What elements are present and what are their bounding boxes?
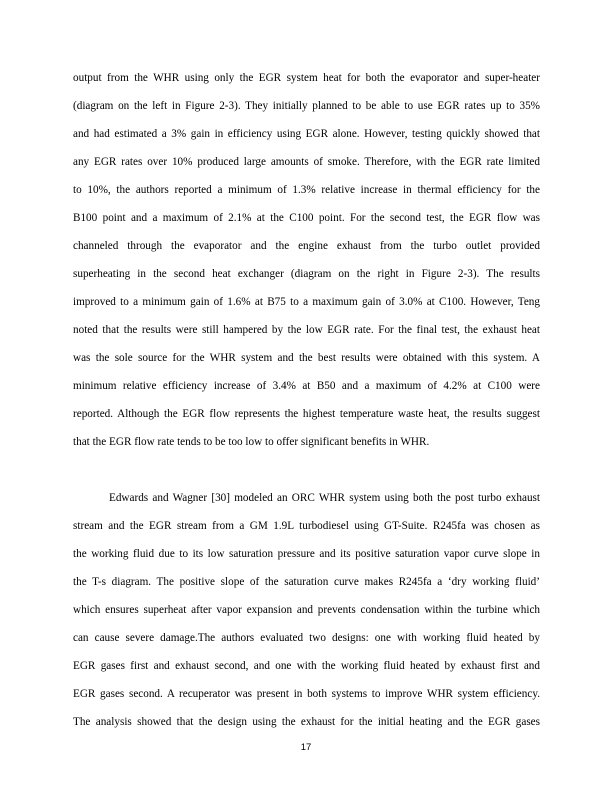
body-text-line: any EGR rates over 10% produced large amounts of smoke. Therefore, with the EGR rate limited [73,156,540,168]
body-text-line: can cause severe damage.The authors evaluated two designs: one with working fluid heated by [73,632,540,644]
body-text-line: reported. Although the EGR flow represents the highest temperature waste heat, the results suggest [73,408,540,420]
body-text-line: B100 point and a maximum of 2.1% at the C100 point. For the second test, the EGR flow was [73,212,540,224]
body-text-line: channeled through the evaporator and the engine exhaust from the turbo outlet provided [73,240,540,252]
body-text-line: EGR gases second. A recuperator was present in both systems to improve WHR system efficiency. [73,688,540,700]
body-text-line: noted that the results were still hampered by the low EGR rate. For the final test, the exhaust heat [73,324,540,336]
body-text-line: minimum relative efficiency increase of 3.4% at B50 and a maximum of 4.2% at C100 were [73,380,540,392]
page-number: 17 [300,742,312,753]
body-text-line: The analysis showed that the design using the exhaust for the initial heating and the EGR gases [73,716,540,728]
body-text-line: and had estimated a 3% gain in efficiency using EGR alone. However, testing quickly showed that [73,128,540,140]
body-text-line: (diagram on the left in Figure 2-3). They initially planned to be able to use EGR rates up to 35% [73,100,540,112]
body-text-line: improved to a minimum gain of 1.6% at B75 to a maximum gain of 3.0% at C100. However, Teng [73,296,540,308]
body-text-line: was the sole source for the WHR system and the best results were obtained with this system. A [73,352,540,364]
body-text-line: that the EGR flow rate tends to be too low to offer significant benefits in WHR. [73,436,430,448]
body-text-line: EGR gases first and exhaust second, and one with the working fluid heated by exhaust first and [73,660,540,672]
body-text-line: which ensures superheat after vapor expansion and prevents condensation within the turbine which [73,604,540,616]
body-text-line: output from the WHR using only the EGR system heat for both the evaporator and super-heater [73,72,540,84]
body-text-line: the working fluid due to its low saturation pressure and its positive saturation vapor curve slope in [73,548,540,560]
body-text-line: superheating in the second heat exchanger (diagram on the right in Figure 2-3). The results [73,268,540,280]
body-text-line: stream and the EGR stream from a GM 1.9L turbodiesel using GT-Suite. R245fa was chosen as [73,520,540,532]
body-text-line: the T-s diagram. The positive slope of the saturation curve makes R245fa a ‘dry working fluid’ [73,576,540,588]
body-text-line: to 10%, the authors reported a minimum of 1.3% relative increase in thermal efficiency for the [73,184,540,196]
body-text-line: Edwards and Wagner [30] modeled an ORC WHR system using both the post turbo exhaust [109,492,540,504]
